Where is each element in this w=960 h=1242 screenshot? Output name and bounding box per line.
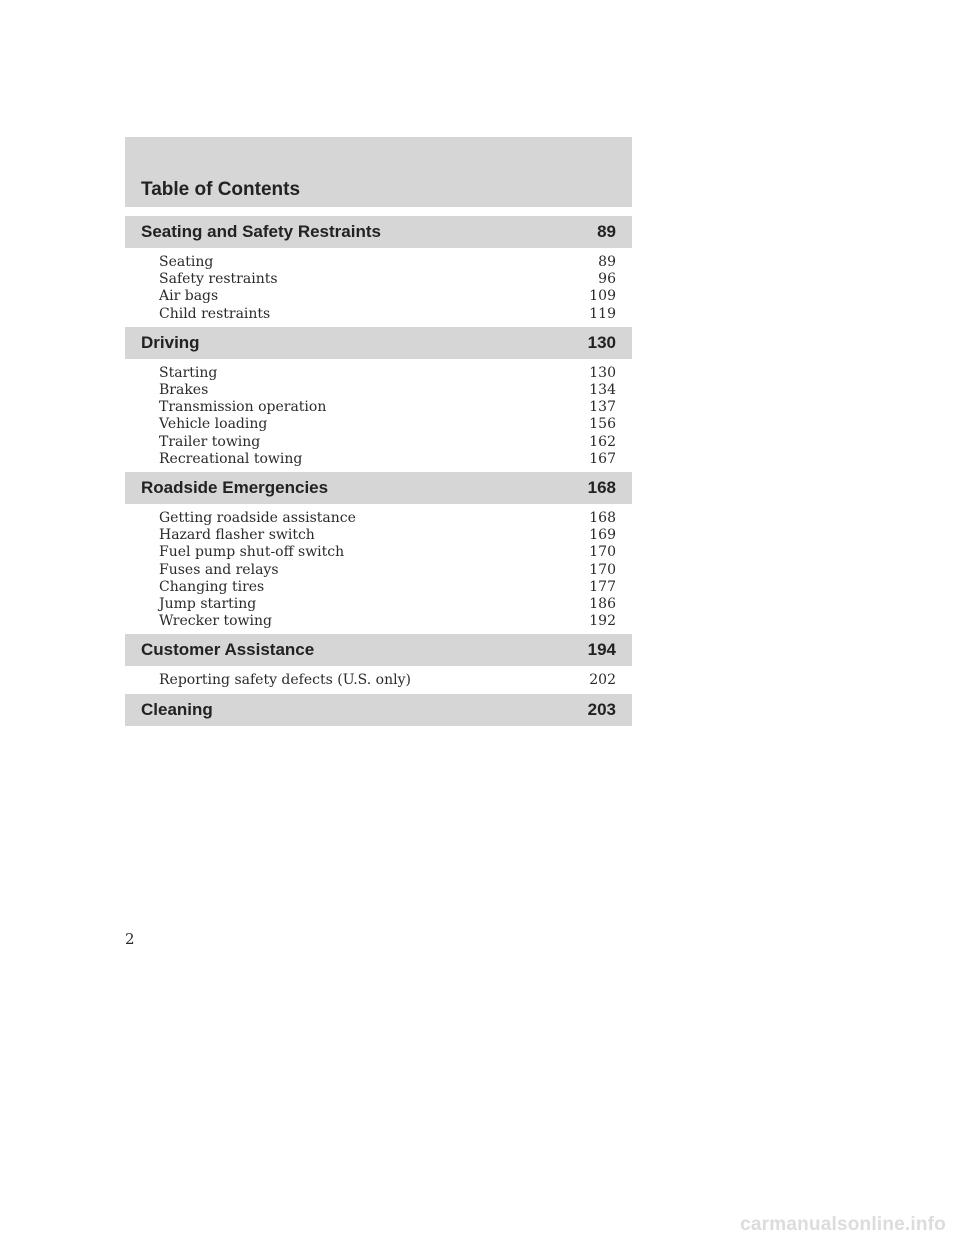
toc-entry[interactable] — [159, 527, 616, 544]
entry-page: 167 — [589, 450, 616, 467]
table-of-contents — [125, 137, 632, 726]
toc-entry[interactable] — [159, 416, 616, 433]
entry-page: 169 — [589, 527, 616, 544]
toc-entry[interactable] — [159, 288, 616, 305]
toc-entry[interactable] — [159, 672, 616, 689]
toc-entry[interactable] — [159, 365, 616, 382]
section-page: 194 — [587, 640, 616, 660]
entry-label: Wrecker towing — [159, 613, 272, 630]
toc-entry[interactable] — [159, 451, 616, 468]
entry-label: Fuel pump shut-off switch — [159, 544, 345, 561]
toc-entry[interactable] — [159, 434, 616, 451]
toc-entry[interactable] — [159, 544, 616, 561]
entry-page: 130 — [589, 364, 616, 381]
toc-entry[interactable] — [159, 254, 616, 271]
entry-page: 186 — [589, 596, 616, 613]
toc-entry[interactable] — [159, 613, 616, 630]
watermark: carmanualsonline.info — [740, 1214, 946, 1235]
entry-page: 134 — [589, 382, 616, 399]
toc-entry[interactable] — [159, 596, 616, 613]
section-seating-and-safety-restraints[interactable] — [125, 216, 632, 248]
section-title: Seating and Safety Restraints — [141, 222, 381, 241]
entry-page: 168 — [589, 510, 616, 527]
entry-label: Trailer towing — [159, 433, 261, 450]
entry-label: Transmission operation — [159, 399, 327, 416]
entry-label: Recreational towing — [159, 450, 303, 467]
section-title: Customer Assistance — [141, 640, 315, 660]
entry-label: Vehicle loading — [159, 416, 268, 433]
entry-label: Getting roadside assistance — [159, 510, 356, 527]
entry-label: Reporting safety defects (U.S. only) — [159, 672, 411, 689]
entry-page: 177 — [589, 578, 616, 595]
section-customer-assistance[interactable] — [125, 634, 632, 666]
entry-page: 162 — [589, 433, 616, 450]
entry-page: 137 — [589, 399, 616, 416]
section-entries — [125, 666, 632, 693]
entry-page: 119 — [589, 305, 616, 322]
entry-page: 192 — [589, 613, 616, 630]
entry-page: 109 — [589, 288, 616, 305]
entry-label: Brakes — [159, 382, 209, 399]
entry-page: 202 — [589, 672, 616, 689]
entry-label: Child restraints — [159, 305, 271, 322]
toc-entry[interactable] — [159, 562, 616, 579]
entry-page: 170 — [589, 544, 616, 561]
toc-entry[interactable] — [159, 399, 616, 416]
section-title: Driving — [141, 332, 200, 352]
section-page: 130 — [587, 332, 616, 352]
entry-label: Seating — [159, 254, 214, 270]
section-title: Cleaning — [141, 699, 213, 719]
section-entries — [125, 248, 632, 327]
toc-entry[interactable] — [159, 579, 616, 596]
section-gap — [125, 207, 632, 216]
entry-label: Starting — [159, 364, 218, 381]
section-driving[interactable] — [125, 327, 632, 359]
section-page: 168 — [587, 478, 616, 498]
toc-entry[interactable] — [159, 510, 616, 527]
page-number: 2 — [125, 930, 135, 948]
section-entries — [125, 359, 632, 472]
section-page: 203 — [587, 699, 616, 719]
section-roadside-emergencies[interactable] — [125, 472, 632, 504]
toc-entry[interactable] — [159, 271, 616, 288]
toc-entry[interactable] — [159, 382, 616, 399]
section-page: 89 — [597, 222, 616, 241]
section-entries — [125, 504, 632, 634]
toc-header — [125, 137, 632, 207]
section-cleaning[interactable] — [125, 694, 632, 726]
entry-label: Air bags — [159, 288, 219, 305]
entry-page: 96 — [598, 271, 616, 288]
toc-entry[interactable] — [159, 306, 616, 323]
entry-page: 156 — [589, 416, 616, 433]
entry-page: 170 — [589, 561, 616, 578]
entry-label: Changing tires — [159, 578, 265, 595]
section-title: Roadside Emergencies — [141, 478, 329, 498]
entry-label: Jump starting — [159, 596, 257, 613]
entry-page: 89 — [598, 254, 616, 270]
entry-label: Fuses and relays — [159, 561, 279, 578]
entry-label: Safety restraints — [159, 271, 278, 288]
toc-title: Table of Contents — [141, 179, 301, 200]
entry-label: Hazard flasher switch — [159, 527, 315, 544]
